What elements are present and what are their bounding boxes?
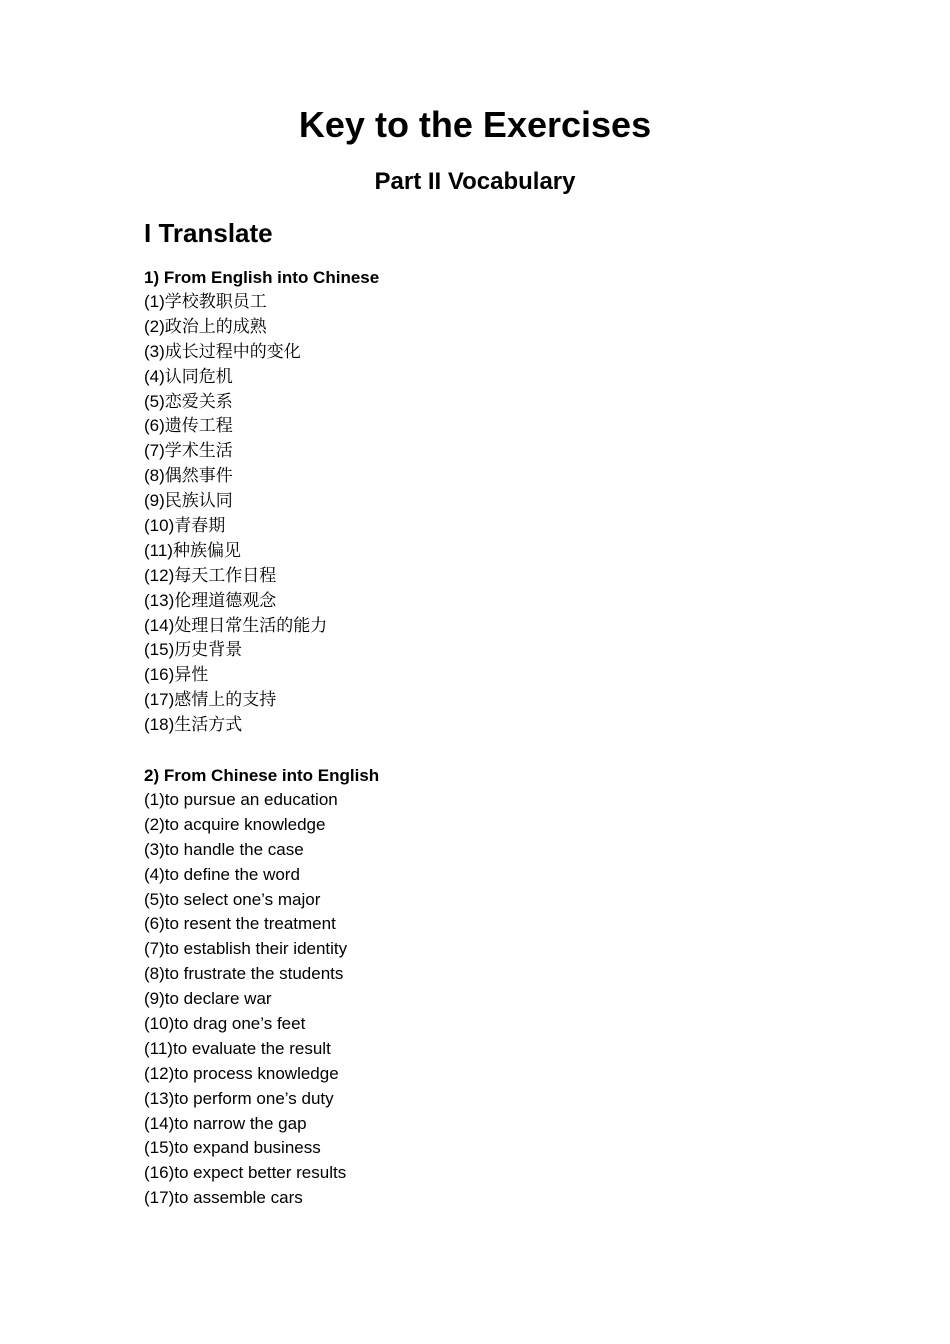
item-text: 民族认同 [164, 491, 233, 512]
item-number: (2) [144, 316, 165, 336]
item-number: (6) [144, 416, 165, 436]
list-item [144, 365, 327, 390]
item-number: (5) [144, 391, 165, 411]
item-number: (17) [144, 1188, 175, 1208]
item-number: (2) [144, 814, 165, 834]
item-text: to perform one’s duty [174, 1088, 334, 1108]
list-item [144, 290, 327, 315]
item-number: (16) [144, 1163, 175, 1183]
item-number: (15) [144, 1138, 175, 1158]
item-text: 学校教职员工 [164, 292, 267, 312]
item-number: (10) [144, 1014, 175, 1034]
list-item [144, 390, 327, 415]
item-number: (12) [144, 565, 175, 585]
item-text: to narrow the gap [174, 1113, 307, 1133]
item-number: (11) [144, 540, 173, 560]
item-number: (9) [144, 989, 165, 1009]
item-text: to establish their identity [164, 939, 348, 959]
list-item [144, 713, 327, 738]
item-number: (13) [144, 1088, 175, 1108]
item-text: to resent the treatment [164, 914, 336, 934]
item-number: (12) [144, 1063, 175, 1083]
item-number: (6) [144, 914, 165, 934]
item-number: (4) [144, 864, 165, 884]
item-text: 偶然事件 [164, 466, 233, 487]
item-number: (3) [144, 839, 165, 859]
item-number: (10) [144, 516, 175, 536]
list-item [144, 439, 327, 464]
list-item [144, 688, 327, 713]
item-number: (13) [144, 590, 175, 610]
item-text: 历史背景 [174, 640, 243, 661]
item-number: (8) [144, 964, 165, 984]
item-text: 生活方式 [174, 715, 243, 736]
list-item [144, 1012, 347, 1037]
item-text: to select one’s major [164, 889, 321, 909]
item-text: 成长过程中的变化 [164, 341, 301, 362]
item-number: (7) [144, 939, 165, 959]
item-number: (14) [144, 615, 175, 635]
item-number: (1) [144, 292, 165, 311]
item-text: to define the word [164, 864, 300, 884]
item-text: to frustrate the students [164, 964, 344, 984]
item-text: 异性 [174, 665, 209, 686]
item-text: 恋爱关系 [164, 391, 233, 412]
item-number: (5) [144, 889, 165, 909]
list-item [144, 638, 327, 663]
list-item [144, 788, 347, 813]
item-text: 青春期 [174, 516, 226, 537]
list-item [144, 912, 347, 937]
list-item [144, 589, 327, 614]
list-item [144, 464, 327, 489]
item-text: to assemble cars [174, 1188, 303, 1208]
item-number: (11) [144, 1038, 173, 1058]
item-text: 学术生活 [164, 441, 233, 462]
list-item [144, 962, 347, 987]
item-text: to evaluate the result [172, 1038, 331, 1058]
item-text: to declare war [164, 989, 272, 1009]
item-text: to handle the case [164, 839, 304, 859]
item-text: 处理日常生活的能力 [174, 615, 328, 636]
list-item [144, 1186, 347, 1211]
item-number: (3) [144, 341, 165, 361]
item-text: to pursue an education [164, 790, 338, 809]
section-heading: I Translate [144, 218, 273, 248]
list-item [144, 539, 327, 564]
item-text: to drag one’s feet [174, 1014, 306, 1034]
item-text: 政治上的成熟 [164, 316, 267, 337]
item-number: (1) [144, 790, 165, 809]
item-number: (18) [144, 715, 175, 735]
list-item [144, 863, 347, 888]
list-item [144, 414, 327, 439]
list-item [144, 937, 347, 962]
list-item [144, 888, 347, 913]
item-number: (16) [144, 665, 175, 685]
list-item [144, 663, 327, 688]
item-text: to process knowledge [174, 1063, 339, 1083]
list-item [144, 489, 327, 514]
item-text: 每天工作日程 [174, 565, 277, 586]
item-number: (17) [144, 690, 175, 710]
list-item [144, 813, 347, 838]
zh-to-en-heading: 2) From Chinese into English [144, 766, 380, 785]
item-text: 种族偏见 [172, 540, 241, 561]
list-item [144, 315, 327, 340]
page-title: Key to the Exercises [298, 104, 652, 145]
list-item [144, 514, 327, 539]
item-text: to acquire knowledge [164, 814, 326, 834]
list-item [144, 1161, 347, 1186]
item-number: (4) [144, 366, 165, 386]
item-number: (15) [144, 640, 175, 660]
list-item [144, 1037, 347, 1062]
item-number: (14) [144, 1113, 175, 1133]
list-item [144, 614, 327, 639]
list-item [144, 1062, 347, 1087]
item-text: to expand business [174, 1138, 321, 1158]
list-item [144, 564, 327, 589]
list-item [144, 340, 327, 365]
list-item [144, 1087, 347, 1112]
list-item [144, 1136, 347, 1161]
item-text: to expect better results [174, 1163, 347, 1183]
list-item [144, 1112, 347, 1137]
zh-to-en-list [144, 788, 347, 1211]
item-text: 遗传工程 [164, 416, 233, 437]
item-number: (8) [144, 466, 165, 486]
item-text: 伦理道德观念 [174, 590, 277, 611]
item-number: (7) [144, 441, 165, 461]
list-item [144, 838, 347, 863]
item-text: 认同危机 [164, 366, 233, 387]
item-number: (9) [144, 491, 165, 511]
en-to-zh-heading: 1) From English into Chinese [144, 268, 380, 287]
page-subtitle: Part II Vocabulary [374, 168, 576, 195]
list-item [144, 987, 347, 1012]
en-to-zh-list [144, 290, 327, 738]
item-text: 感情上的支持 [174, 690, 277, 711]
